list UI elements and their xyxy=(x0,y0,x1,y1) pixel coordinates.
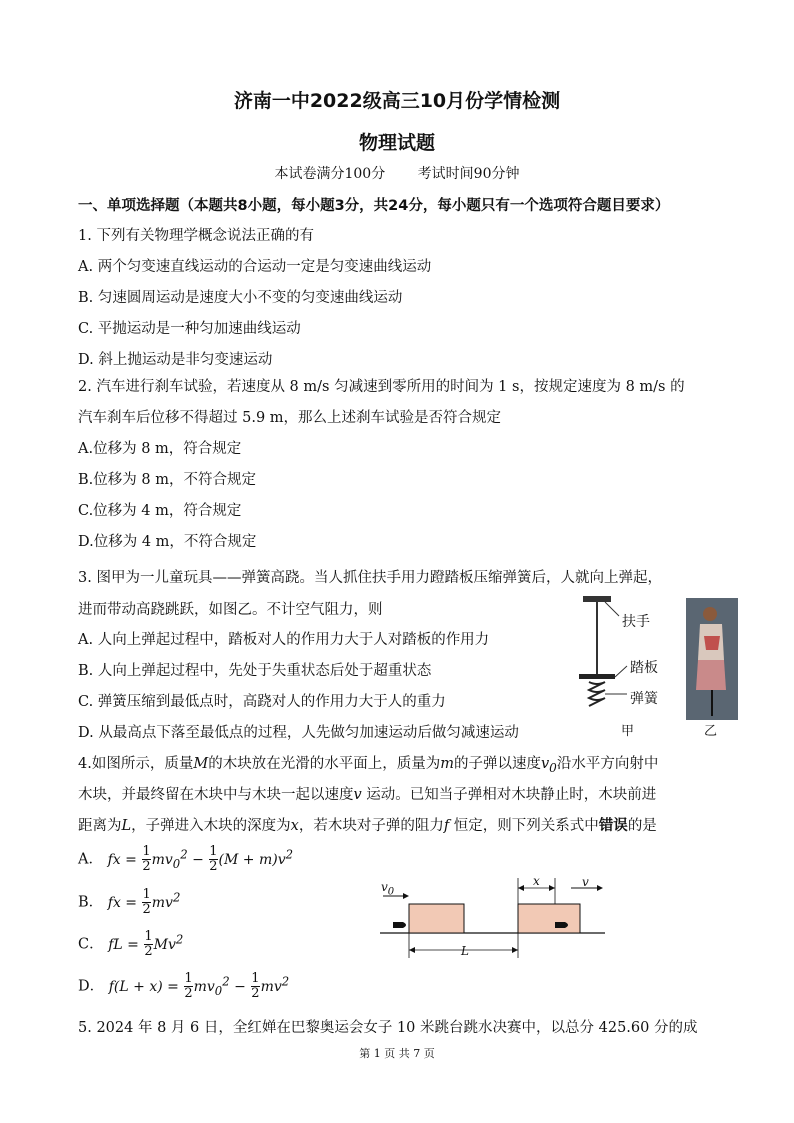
frac-den: 2 xyxy=(142,902,151,917)
eq-lhs: f(L + x) xyxy=(108,978,163,995)
fig-v0: v xyxy=(381,880,388,894)
q3-option-a: A. 人向上弹起过程中，踏板对人的作用力大于人对踏板的作用力 xyxy=(78,632,490,648)
frac-den: 2 xyxy=(209,859,218,874)
eq-sup: 2 xyxy=(180,846,188,861)
q3-option-b: B. 人向上弹起过程中，先处于失重状态后处于超重状态 xyxy=(78,663,432,679)
fig-label-v: v xyxy=(582,875,589,889)
q4-text: 的是 xyxy=(627,818,657,834)
q4-var-L: L xyxy=(121,818,132,834)
fig-label-x: x xyxy=(533,874,540,888)
eq-term: mv xyxy=(260,978,282,995)
eq-minus: − xyxy=(187,851,209,868)
q4-var-f: f xyxy=(443,818,450,834)
eq-term: (M + m)v xyxy=(218,851,286,868)
eq-fraction xyxy=(184,972,192,1001)
q4-option-b-label: B． xyxy=(78,894,104,911)
q3-stem-line2: 进而带动高跷跳跃，如图乙。不计空气阻力，则 xyxy=(78,602,383,618)
frac-den: 2 xyxy=(184,986,193,1001)
L-dim-arrow-left xyxy=(409,947,415,953)
label-spring: 弹簧 xyxy=(630,691,658,707)
q4-option-d xyxy=(78,972,289,1001)
q4-var-v0-sub: 0 xyxy=(549,760,557,775)
q2-option-b: B.位移为 8 m，不符合规定 xyxy=(78,472,256,488)
eq-term: mv xyxy=(151,894,173,911)
q2-option-d: D.位移为 4 m，不符合规定 xyxy=(78,534,257,550)
score-note: 本试卷满分100分 xyxy=(274,166,386,182)
eq-minus: − xyxy=(229,978,251,995)
q4-var-v0: v xyxy=(540,756,550,772)
spring-coil xyxy=(589,682,605,706)
time-note: 考试时间90分钟 xyxy=(417,166,520,182)
q4-option-a xyxy=(78,845,293,874)
q1-stem: 1. 下列有关物理学概念说法正确的有 xyxy=(78,228,314,244)
q4-var-x: x xyxy=(290,818,299,834)
q5-stem-line1: 5. 2024 年 8 月 6 日，全红婵在巴黎奥运会女子 10 米跳台跳水决赛中，以总分 425.60 分的成 xyxy=(78,1020,698,1036)
eq-lhs: fx xyxy=(107,851,121,868)
eq-term: mv xyxy=(193,978,215,995)
exam-subtitle: 物理试题 xyxy=(358,132,435,154)
frac-num: 1 xyxy=(184,971,193,986)
label-yi: 乙 xyxy=(704,724,718,739)
pogo-photo xyxy=(686,598,738,720)
eq-term: Mv xyxy=(153,936,176,953)
q4-text: 的子弹以速度 xyxy=(453,756,541,772)
q4-option-c-label: C． xyxy=(78,936,104,953)
q4-stem-line2 xyxy=(78,783,656,804)
bullet xyxy=(393,922,406,928)
q4-wrong-emphasis: 错误 xyxy=(598,817,628,834)
x-dim-arrow-right xyxy=(549,885,555,891)
eq-sup: 2 xyxy=(175,931,184,946)
q4-text: 木块，并最终留在木块中与木块一起以速度 xyxy=(78,787,354,803)
frac-num: 1 xyxy=(142,887,151,902)
frac-den: 2 xyxy=(251,986,260,1001)
eq-sup: 2 xyxy=(172,889,181,904)
q1-option-b: B. 匀速圆周运动是速度大小不变的匀变速曲线运动 xyxy=(78,290,403,306)
eq-fraction xyxy=(142,888,150,917)
pogo-person-illustration xyxy=(686,598,738,720)
q4-text: 沿水平方向射中 xyxy=(556,756,659,772)
eq-term: mv xyxy=(151,851,173,868)
eq-lhs: fx xyxy=(107,894,121,911)
frac-num: 1 xyxy=(251,971,260,986)
eq-sub: 0 xyxy=(214,983,223,998)
fig-label-v0 xyxy=(381,880,394,897)
frac-den: 2 xyxy=(142,859,151,874)
exam-meta xyxy=(0,163,794,183)
handle-bar xyxy=(583,596,611,602)
q4-stem-line3 xyxy=(78,814,657,835)
frac-num: 1 xyxy=(209,844,218,859)
q4-text: 4.如图所示，质量 xyxy=(78,756,194,772)
q3-stem-line1: 3. 图甲为一儿童玩具——弹簧高跷。当人抓住扶手用力蹬踏板压缩弹簧后，人就向上弹起， xyxy=(78,570,662,586)
eq-sup: 2 xyxy=(285,846,294,861)
q4-option-c xyxy=(78,930,183,959)
q4-option-b xyxy=(78,888,180,917)
frac-num: 1 xyxy=(144,929,153,944)
eq-sub: 0 xyxy=(172,856,181,871)
eq-fraction xyxy=(251,972,259,1001)
handle-pointer xyxy=(605,602,619,616)
person-head xyxy=(703,607,717,621)
q4-var-m: m xyxy=(440,756,454,772)
q1-option-d: D. 斜上抛运动是非匀变速运动 xyxy=(78,352,273,368)
eq-sign: = xyxy=(122,936,144,953)
q4-text: ，若木块对子弹的阻力 xyxy=(298,818,444,834)
q2-stem-line1: 2. 汽车进行刹车试验，若速度从 8 m/s 匀减速到零所用的时间为 1 s，按规定速度为 8 m/s 的 xyxy=(78,379,685,395)
q4-option-a-eq xyxy=(107,844,294,874)
q4-text: ，子弹进入木块的深度为 xyxy=(131,818,291,834)
fig-label-L: L xyxy=(461,944,469,958)
q3-option-d: D. 从最高点下落至最低点的过程，人先做匀加速运动后做匀减速运动 xyxy=(78,725,519,741)
q3-option-c: C. 弹簧压缩到最低点时，高跷对人的作用力大于人的重力 xyxy=(78,694,446,710)
eq-sup: 2 xyxy=(281,973,290,988)
q4-text: 运动。已知当子弹相对木块静止时，木块前进 xyxy=(361,787,657,803)
section-heading: 一、单项选择题（本题共8小题，每小题3分，共24分，每小题只有一个选项符合题目要求） xyxy=(78,198,670,214)
page-footer: 第 1 页 共 7 页 xyxy=(359,1047,435,1060)
eq-sign: = xyxy=(120,894,142,911)
eq-sup: 2 xyxy=(222,973,230,988)
person-shirt-print xyxy=(704,636,720,650)
bullet-embedded xyxy=(555,922,568,928)
eq-sign: = xyxy=(120,851,142,868)
q4-text: 恒定，则下列关系式中 xyxy=(449,818,599,834)
frac-num: 1 xyxy=(142,844,151,859)
q1-option-c: C. 平抛运动是一种匀加速曲线运动 xyxy=(78,321,301,337)
exam-title: 济南一中2022级高三10月份学情检测 xyxy=(233,90,561,112)
fig-v0-sub: 0 xyxy=(387,886,395,898)
eq-sign: = xyxy=(162,978,184,995)
v-arrowhead xyxy=(597,885,603,891)
q4-option-c-eq xyxy=(108,929,184,959)
q4-text: 的木块放在光滑的水平面上，质量为 xyxy=(208,756,441,772)
frac-den: 2 xyxy=(144,944,153,959)
q1-option-a: A. 两个匀变速直线运动的合运动一定是匀变速曲线运动 xyxy=(78,259,432,275)
eq-fraction xyxy=(144,930,152,959)
q4-option-a-label: A． xyxy=(78,851,103,868)
q4-var-M: M xyxy=(193,756,209,772)
L-dim-arrow-right xyxy=(512,947,518,953)
label-jia: 甲 xyxy=(621,724,635,739)
eq-lhs: fL xyxy=(108,936,123,953)
q4-var-v: v xyxy=(353,787,362,803)
label-pedal: 踏板 xyxy=(630,660,658,676)
q2-stem-line2: 汽车刹车后位移不得超过 5.9 m，那么上述刹车试验是否符合规定 xyxy=(78,410,502,426)
q2-option-c: C.位移为 4 m，符合规定 xyxy=(78,503,242,519)
q4-text: 距离为 xyxy=(78,818,122,834)
eq-fraction xyxy=(142,845,150,874)
q4-option-d-label: D． xyxy=(78,978,105,995)
eq-fraction xyxy=(209,845,217,874)
person-legs xyxy=(696,660,726,690)
q2-option-a: A.位移为 8 m，符合规定 xyxy=(78,441,242,457)
q4-stem-line1 xyxy=(78,752,658,775)
x-dim-arrow-left xyxy=(518,885,524,891)
pedal-pointer xyxy=(615,666,627,677)
v0-arrowhead xyxy=(403,893,409,899)
block-initial xyxy=(409,904,464,933)
bullet-block-diagram xyxy=(375,870,610,965)
q4-option-b-eq xyxy=(107,887,181,917)
label-handle: 扶手 xyxy=(622,614,650,630)
block-final xyxy=(518,904,580,933)
pedal xyxy=(579,674,615,679)
q4-option-d-eq xyxy=(108,971,290,1001)
